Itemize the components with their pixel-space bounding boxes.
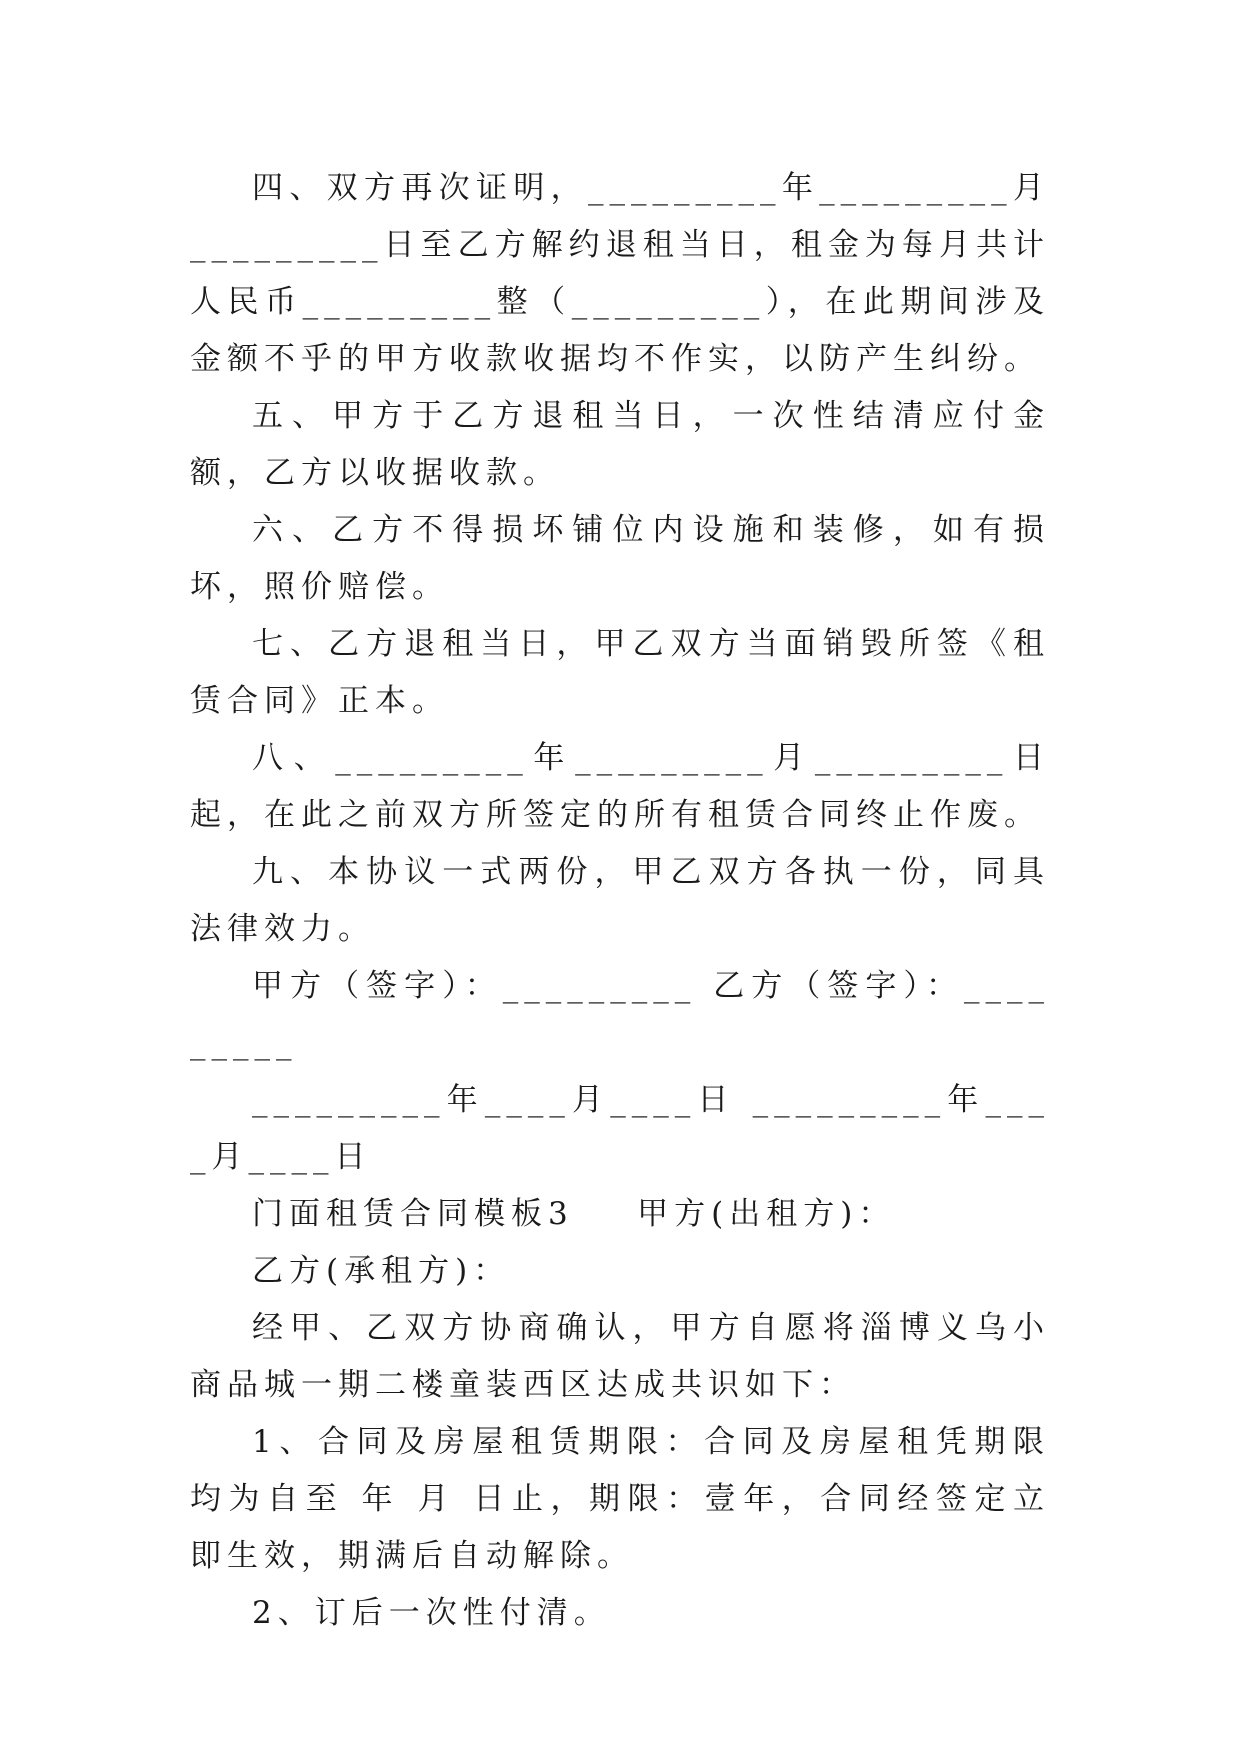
clause-5: 五、甲方于乙方退租当日，一次性结清应付金额，乙方以收据收款。	[190, 398, 1050, 491]
contract-text	[190, 160, 1050, 1642]
term-clause-2: 2、订后一次性付清。	[252, 1595, 611, 1631]
template-3-heading: 门面租赁合同模板3 甲方(出租方)：	[252, 1196, 896, 1232]
tenant-party: 乙方(承租方)：	[252, 1253, 511, 1289]
clause-9: 九、本协议一式两份，甲乙双方各执一份，同具法律效力。	[190, 854, 1050, 947]
term-clause-1: 1、合同及房屋租赁期限：合同及房屋租凭期限均为自至 年 月 日止，期限：壹年，合同经签定立即生效，期满后自动解除。	[190, 1424, 1050, 1574]
clause-7: 七、乙方退租当日，甲乙双方当面销毁所签《租赁合同》正本。	[190, 626, 1050, 719]
agreement-intro: 经甲、乙双方协商确认，甲方自愿将淄博义乌小商品城一期二楼童装西区达成共识如下：	[190, 1310, 1050, 1403]
clause-6: 六、乙方不得损坏铺位内设施和装修，如有损坏，照价赔偿。	[190, 512, 1050, 605]
signature-line: 甲方（签字）：_________ 乙方（签字）：_________	[190, 968, 1050, 1061]
clause-4: 四、双方再次证明，_________年_________月_________日至乙方解约退租当日，租金为每月共计人民币_________整（_________），在此期间涉及金额不乎的甲方收款收据均不作实，以防产生纠纷。	[190, 170, 1050, 377]
clause-8: 八、_________年_________月_________日起，在此之前双方所签定的所有租赁合同终止作废。	[190, 740, 1050, 833]
signature-date-line: _________年____月____日 _________年____月____日	[190, 1082, 1050, 1175]
